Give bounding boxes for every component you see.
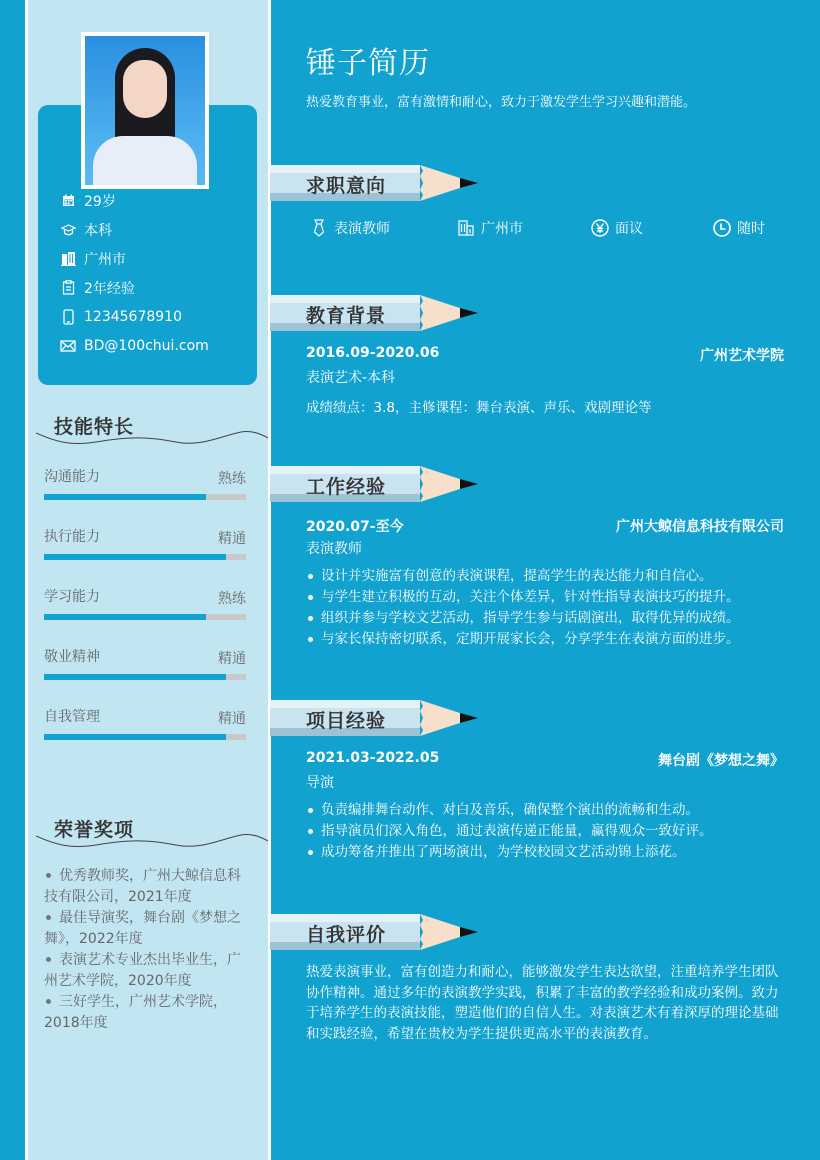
project-name: 舞台剧《梦想之舞》 bbox=[658, 753, 784, 769]
bullet-icon bbox=[46, 999, 51, 1004]
info-text: 29岁 bbox=[84, 193, 116, 210]
list-item: 指导演员们深入角色，通过表演传递正能量，赢得观众一致好评。 bbox=[306, 821, 786, 842]
bullet-icon bbox=[46, 915, 51, 920]
profile-photo bbox=[81, 32, 209, 189]
wave-divider bbox=[36, 831, 268, 851]
intent-position: 表演教师 bbox=[310, 218, 390, 238]
info-age bbox=[60, 186, 209, 215]
clock-icon bbox=[713, 219, 731, 237]
info-text: 12345678910 bbox=[84, 308, 182, 325]
wave-divider bbox=[36, 428, 268, 448]
honors-title: 荣誉奖项 bbox=[54, 819, 135, 841]
skill-level: 精通 bbox=[218, 711, 246, 727]
skill-bar bbox=[44, 614, 246, 620]
list-item: 与家长保持密切联系，定期开展家长会，分享学生在表演方面的进步。 bbox=[306, 629, 786, 650]
list-item: 设计并实施富有创意的表演课程，提高学生的表达能力和自信心。 bbox=[306, 566, 786, 587]
skill-item bbox=[44, 522, 246, 582]
skill-name: 学习能力 bbox=[44, 589, 100, 605]
skill-level: 精通 bbox=[218, 531, 246, 547]
list-item: 组织并参与学校文艺活动，指导学生参与话剧演出，取得优异的成绩。 bbox=[306, 608, 786, 629]
honor-item: 表演艺术专业杰出毕业生，广州艺术学院，2020年度 bbox=[44, 952, 241, 989]
skill-item bbox=[44, 462, 246, 522]
skill-bar bbox=[44, 554, 246, 560]
honor-item: 优秀教师奖，广州大鲸信息科技有限公司，2021年度 bbox=[44, 868, 241, 905]
skills-list bbox=[44, 462, 246, 762]
skill-bar bbox=[44, 494, 246, 500]
honor-item: 三好学生，广州艺术学院，2018年度 bbox=[44, 994, 227, 1031]
project-bullets bbox=[306, 800, 786, 863]
education-detail: 成绩绩点：3.8，主修课程：舞台表演、声乐、戏剧理论等 bbox=[306, 400, 652, 416]
intent-salary: 面议 bbox=[591, 218, 643, 238]
skill-level: 精通 bbox=[218, 651, 246, 667]
skill-name: 执行能力 bbox=[44, 529, 100, 545]
skill-name: 自我管理 bbox=[44, 709, 100, 725]
skill-bar bbox=[44, 734, 246, 740]
education-school: 广州艺术学院 bbox=[700, 348, 784, 364]
intent-availability: 随时 bbox=[713, 218, 765, 238]
work-bullets bbox=[306, 566, 786, 650]
section-header-project bbox=[270, 698, 480, 738]
info-education bbox=[60, 215, 209, 244]
info-text: 广州市 bbox=[84, 251, 126, 268]
section-title: 自我评价 bbox=[306, 924, 387, 946]
phone-icon bbox=[60, 309, 76, 325]
building-icon bbox=[60, 251, 76, 267]
city-building-icon bbox=[457, 219, 475, 237]
skill-bar bbox=[44, 674, 246, 680]
list-item: 负责编排舞台动作、对白及音乐，确保整个演出的流畅和生动。 bbox=[306, 800, 786, 821]
yen-icon bbox=[591, 219, 609, 237]
skill-level: 熟练 bbox=[218, 591, 246, 607]
section-title: 项目经验 bbox=[306, 710, 387, 732]
page-subtitle: 热爱教育事业，富有激情和耐心，致力于激发学生学习兴趣和潜能。 bbox=[306, 95, 697, 110]
skill-level: 熟练 bbox=[218, 471, 246, 487]
work-date: 2020.07-至今 bbox=[306, 519, 404, 535]
info-text: 2年经验 bbox=[84, 280, 135, 297]
work-role: 表演教师 bbox=[306, 541, 362, 557]
section-title: 工作经验 bbox=[306, 476, 387, 498]
honor-item: 最佳导演奖，舞台剧《梦想之舞》，2022年度 bbox=[44, 910, 241, 947]
project-date: 2021.03-2022.05 bbox=[306, 750, 440, 766]
mail-icon bbox=[60, 338, 76, 354]
bullet-icon bbox=[46, 957, 51, 962]
section-header-self bbox=[270, 912, 480, 952]
info-text: 本科 bbox=[84, 222, 112, 239]
left-edge-strip bbox=[0, 0, 25, 1160]
skill-name: 沟通能力 bbox=[44, 469, 100, 485]
project-header-row bbox=[306, 750, 784, 770]
info-city bbox=[60, 244, 209, 273]
info-phone bbox=[60, 302, 209, 331]
work-header-row bbox=[306, 516, 784, 536]
education-date: 2016.09-2020.06 bbox=[306, 345, 440, 361]
personal-info-list bbox=[60, 186, 209, 360]
education-major: 表演艺术-本科 bbox=[306, 370, 396, 386]
info-text: BD@100chui.com bbox=[84, 337, 209, 354]
clipboard-icon bbox=[60, 280, 76, 296]
honors-list bbox=[44, 866, 249, 1034]
skill-item bbox=[44, 582, 246, 642]
page-title: 锤子简历 bbox=[306, 46, 430, 81]
graduation-cap-icon bbox=[60, 222, 76, 238]
info-email bbox=[60, 331, 209, 360]
section-header-intent bbox=[270, 163, 480, 203]
info-experience bbox=[60, 273, 209, 302]
skill-item bbox=[44, 702, 246, 762]
section-title: 求职意向 bbox=[306, 175, 387, 197]
section-header-education bbox=[270, 293, 480, 333]
section-title: 教育背景 bbox=[306, 305, 387, 327]
bullet-icon bbox=[46, 873, 51, 878]
calendar-icon bbox=[60, 193, 76, 209]
work-company: 广州大鲸信息科技有限公司 bbox=[616, 519, 784, 535]
section-header-work bbox=[270, 464, 480, 504]
skill-name: 敬业精神 bbox=[44, 649, 100, 665]
skills-title: 技能特长 bbox=[54, 416, 135, 438]
list-item: 与学生建立积极的互动，关注个体差异，针对性指导表演技巧的提升。 bbox=[306, 587, 786, 608]
self-evaluation-text: 热爱表演事业，富有创造力和耐心，能够激发学生表达欲望，注重培养学生团队协作精神。通过多年的表演教学实践，积累了丰富的教学经验和成功案例。致力于培养学生的表演技能，塑造他们的自信人生。对表演艺术有着深厚的理论基础和实践经验，希望在贵校为学生提供更高水平的表演教育。 bbox=[306, 964, 779, 1042]
tie-icon bbox=[310, 219, 328, 237]
skill-item bbox=[44, 642, 246, 702]
intent-city: 广州市 bbox=[457, 218, 523, 238]
project-role: 导演 bbox=[306, 775, 334, 791]
education-header-row bbox=[306, 345, 784, 365]
list-item: 成功筹备并推出了两场演出，为学校校园文艺活动锦上添花。 bbox=[306, 842, 786, 863]
